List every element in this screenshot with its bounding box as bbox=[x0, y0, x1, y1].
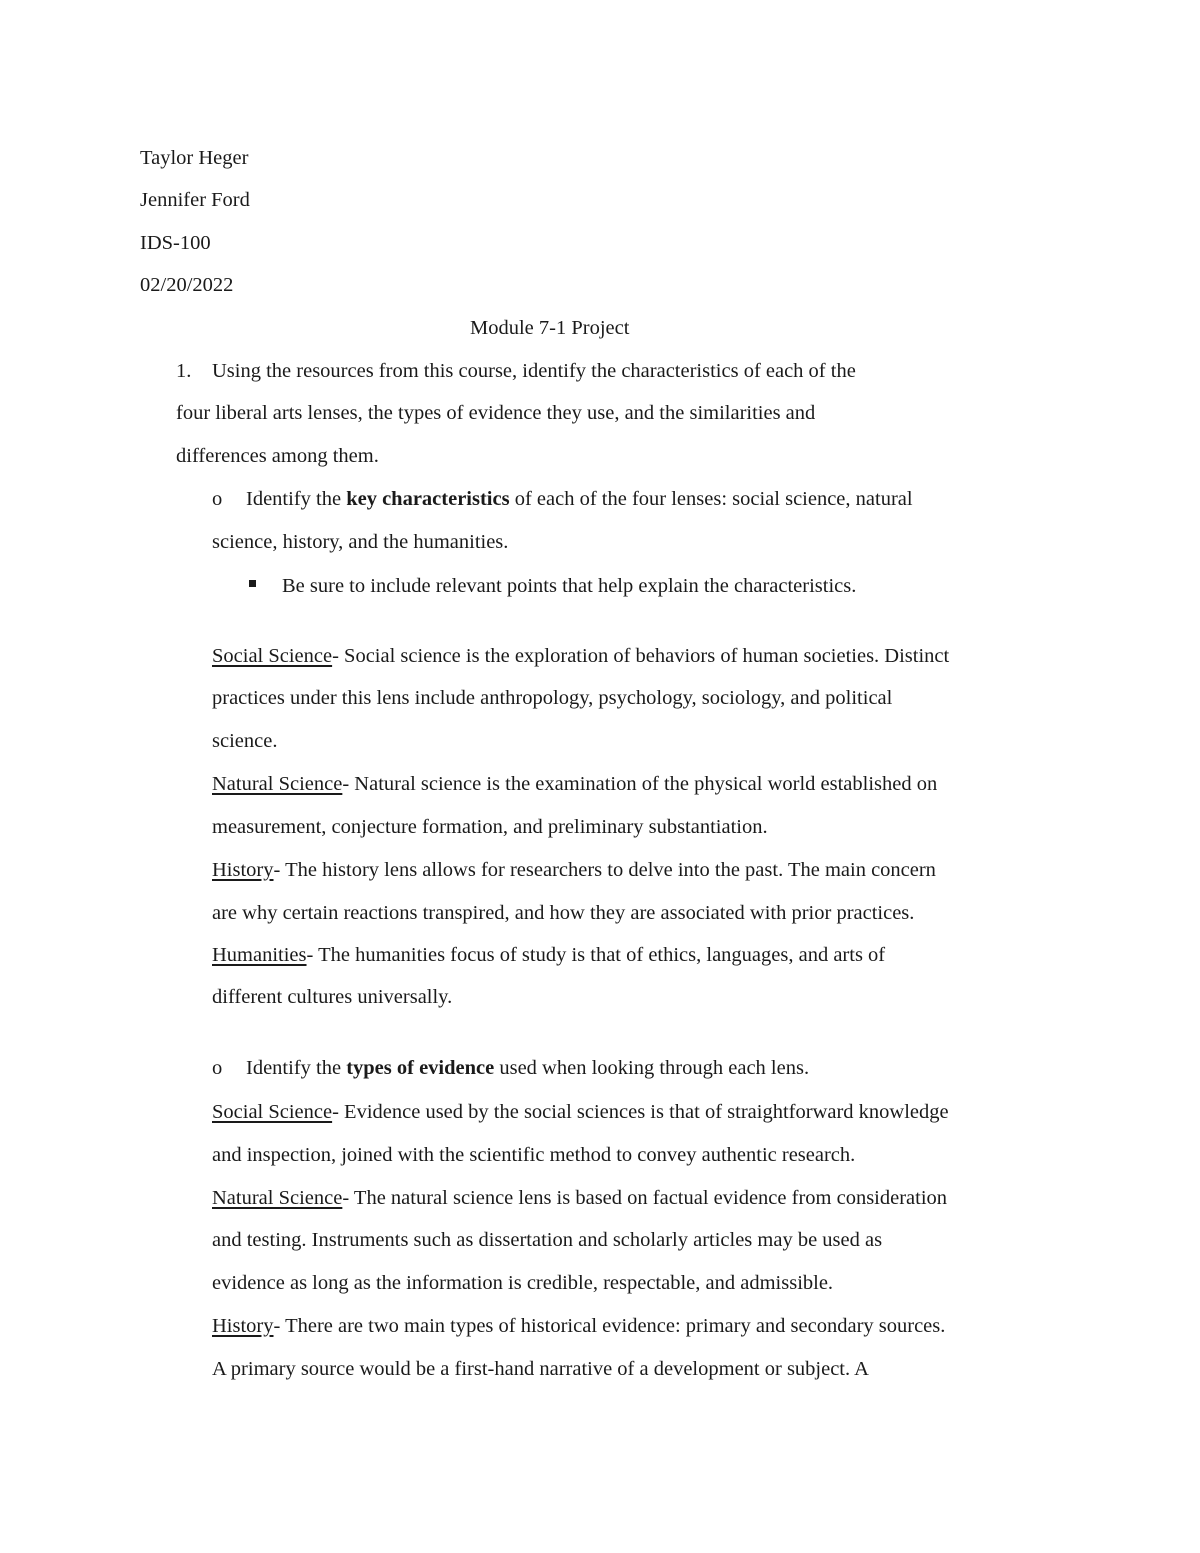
term-text: - Social science is the exploration of behaviors of human societies. Distinct bbox=[332, 645, 950, 667]
sub-item-suffix: of each of the four lenses: social science, natural bbox=[509, 488, 913, 510]
question-number: 1. bbox=[176, 360, 192, 382]
document-date: 02/20/2022 bbox=[140, 274, 234, 296]
square-bullet-icon bbox=[249, 580, 256, 587]
sub-bullet-marker: o bbox=[212, 1057, 223, 1079]
evidence-social-science bbox=[212, 1100, 949, 1124]
sub-item-line: science, history, and the humanities. bbox=[212, 531, 509, 553]
term-label: Social Science bbox=[212, 645, 333, 667]
instructor-name: Jennifer Ford bbox=[140, 189, 250, 211]
question-line: differences among them. bbox=[176, 445, 379, 467]
term-label: History bbox=[212, 1315, 274, 1337]
document-title: Module 7-1 Project bbox=[470, 317, 630, 339]
term-label: Humanities bbox=[212, 944, 307, 966]
sub-item-types-of-evidence bbox=[246, 1056, 809, 1080]
question-line: four liberal arts lenses, the types of evidence they use, and the similarities and bbox=[176, 402, 816, 424]
term-label: History bbox=[212, 859, 274, 881]
sub-item-bold: types of evidence bbox=[346, 1057, 495, 1079]
bullet-text: Be sure to include relevant points that help explain the characteristics. bbox=[282, 575, 857, 597]
term-text: - The humanities focus of study is that of ethics, languages, and arts of bbox=[306, 944, 886, 966]
evidence-history bbox=[212, 1314, 945, 1338]
course-code: IDS-100 bbox=[140, 232, 211, 254]
author-name: Taylor Heger bbox=[140, 147, 249, 169]
paragraph-line: evidence as long as the information is credible, respectable, and admissible. bbox=[212, 1272, 834, 1294]
term-text: - Evidence used by the social sciences is that of straightforward knowledge bbox=[332, 1101, 949, 1123]
paragraph-line: different cultures universally. bbox=[212, 986, 453, 1008]
term-label: Natural Science bbox=[212, 773, 343, 795]
sub-item-key-characteristics bbox=[246, 487, 913, 511]
char-natural-science bbox=[212, 772, 937, 796]
paragraph-line: are why certain reactions transpired, and how they are associated with prior practices. bbox=[212, 902, 915, 924]
paragraph-line: and inspection, joined with the scientific method to convey authentic research. bbox=[212, 1144, 856, 1166]
paragraph-line: A primary source would be a first-hand narrative of a development or subject. A bbox=[212, 1358, 869, 1380]
sub-item-suffix: used when looking through each lens. bbox=[494, 1057, 810, 1079]
term-text: - The history lens allows for researchers to delve into the past. The main concern bbox=[273, 859, 936, 881]
question-line: Using the resources from this course, identify the characteristics of each of the bbox=[212, 360, 856, 382]
char-humanities bbox=[212, 943, 885, 967]
term-text: - There are two main types of historical evidence: primary and secondary sources. bbox=[273, 1315, 946, 1337]
char-history bbox=[212, 858, 936, 882]
paragraph-line: practices under this lens include anthropology, psychology, sociology, and political bbox=[212, 687, 893, 709]
sub-bullet-marker: o bbox=[212, 488, 223, 510]
sub-item-prefix: Identify the bbox=[246, 488, 347, 510]
term-label: Natural Science bbox=[212, 1187, 343, 1209]
sub-item-bold: key characteristics bbox=[346, 488, 510, 510]
term-text: - Natural science is the examination of the physical world established on bbox=[342, 773, 938, 795]
evidence-natural-science bbox=[212, 1186, 947, 1210]
paragraph-line: and testing. Instruments such as dissertation and scholarly articles may be used as bbox=[212, 1229, 883, 1251]
char-social-science bbox=[212, 644, 949, 668]
paragraph-line: measurement, conjecture formation, and preliminary substantiation. bbox=[212, 816, 768, 838]
term-text: - The natural science lens is based on factual evidence from consideration bbox=[342, 1187, 948, 1209]
paragraph-line: science. bbox=[212, 730, 278, 752]
term-label: Social Science bbox=[212, 1101, 333, 1123]
sub-item-prefix: Identify the bbox=[246, 1057, 347, 1079]
